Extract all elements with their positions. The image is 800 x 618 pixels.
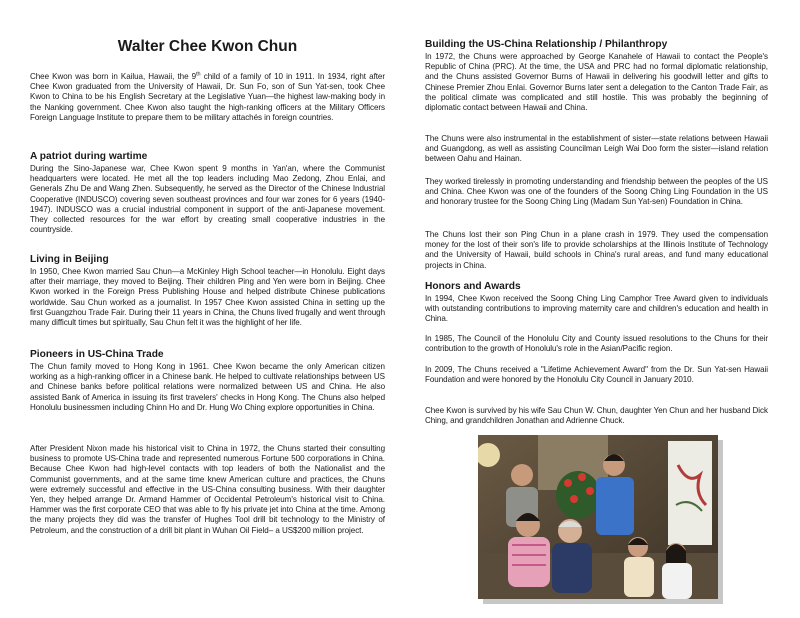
- paragraph-honors-2: In 1985, The Council of the Honolulu City and County issued resolutions to the Chuns for their contribution to the growth of Honolulu's role in the Asian/Pacific region.: [425, 334, 768, 354]
- paragraph-honors-4: Chee Kwon is survived by his wife Sau Chun W. Chun, daughter Yen Chun and her husband Dick Ching, and grandchildren Jonathan and Adrienne Chuck.: [425, 406, 768, 426]
- intro-text-start: Chee Kwon was born in Kailua, Hawaii, the 9: [30, 72, 197, 81]
- intro-text-rest: child of a family of 10 in 1911. In 1934, right after Chee Kwon graduated from the University of Hawaii, Dr. Sun Fo, son of Sun Yat-sen, took Chee Kwon to China to be his English Secretary at the Legislative Yuan—the highest law-making body in the Nanking government. Chee Kwon also taught the high-ranking officers at the Military Officers Foreign Language Institute to prepare them to be military attachés in foreign countries.: [30, 72, 385, 122]
- heading-patriot: A patriot during wartime: [30, 151, 148, 162]
- family-photo: [478, 435, 718, 599]
- ordinal-suffix: th: [196, 71, 201, 78]
- heading-beijing: Living in Beijing: [30, 254, 109, 265]
- page-title: Walter Chee Kwon Chun: [117, 38, 298, 55]
- paragraph-trade-1: The Chun family moved to Hong Kong in 1961. Chee Kwon became the only American citizen working as a high-ranking officer in a Chinese bank. He helped to cultivate relationships between US and Chinese banks before political relations were normalized between US and China. He also assisted Bank of America in issuing its first travelers' checks in Hong Kong. The Chuns also helped Honolulu businessmen including Chinn Ho and Dr. Hung Wo Ching explore opportunities in China.: [30, 362, 385, 412]
- paragraph-beijing: In 1950, Chee Kwon married Sau Chun—a McKinley High School teacher—in Honolulu. Eight days after their marriage, they moved to Beijing. Their children Ping and Yen were born in Beijing. Chee Kwon worked in the Foreign Press Publishing House and helped distribute Chinese publications worldwide. Sau Chun worked as a journalist. In 1957 Chee Kwon assisted China in setting up the first Guangzhou Trade Fair. During their 11 years in China, the Chuns lived frugally and went through many difficult times but spiritually, Sau Chun felt it was the highlight of her life.: [30, 267, 385, 328]
- intro-paragraph: [30, 72, 385, 123]
- paragraph-relationship-3: They worked tirelessly in promoting understanding and friendship between the peoples of the US and China. Chee Kwon was one of the founders of the Soong Ching Ling Foundation in the US and honorary trustee for the Soong Ching Ling (Madam Sun Yat-sen) Foundation in China.: [425, 177, 768, 207]
- paragraph-honors-1: In 1994, Chee Kwon received the Soong Ching Ling Camphor Tree Award given to individuals with outstanding contributions to improving maternity care and children's education and health in China.: [425, 294, 768, 324]
- heading-relationship: Building the US-China Relationship / Philanthropy: [425, 39, 668, 50]
- heading-trade: Pioneers in US-China Trade: [30, 349, 164, 360]
- heading-honors: Honors and Awards: [425, 281, 521, 292]
- paragraph-trade-2: After President Nixon made his historical visit to China in 1972, the Chuns started their consulting business to promote US-China trade and represented numerous Fortune 500 corporations in China. Because Chee Kwon had high-level contacts with top leaders of both the Nationalist and the Communist governments, and at the same time knew American culture and practices, the Chuns were extremely successful and effective in the US-China consulting business. With their daughter Yen, they helped arrange Dr. Armand Hammer of Occidental Petroleum's historical visit to China. Hammer was the first corporate CEO that was able to fly his private jet into China at the time. Among the many projects they did was the transfer of Hughes Tool drill bit technology to the Ministry of Petroleum, and the construction of a drill bit plant in Wuhan Oil Field– a US$200 million project.: [30, 444, 385, 535]
- paragraph-honors-3: In 2009, The Chuns received a "Lifetime Achievement Award" from the Dr. Sun Yat-sen Hawaii Foundation and were honored by the Honolulu City Council in January 2010.: [425, 365, 768, 385]
- paragraph-relationship-1: In 1972, the Chuns were approached by George Kanahele of Hawaii to contact the People's Republic of China (PRC). At the time, the USA and PRC had no formal diplomatic relationship, and the Chuns assisted Governor Burns of Hawaii in delivering his goodwill letter and gifts to Chinese Premier Zhou Enlai. Governor Burns later sent a delegation to the Canton Trade Fair, as the political climate was complicated and still hostile. This was probably the beginning of diplomatic contact between Hawaii and China.: [425, 52, 768, 113]
- paragraph-relationship-4: The Chuns lost their son Ping Chun in a plane crash in 1979. They used the compensation money for the lost of their son's life to provide scholarships at the Illinois Institute of Technology and the University of Hawaii, build schools in China's rural areas, and fund many educational projects in China.: [425, 230, 768, 270]
- paragraph-patriot: During the Sino-Japanese war, Chee Kwon spent 9 months in Yan'an, where the Communist headquarters were located. He met all the top leaders including Mao Zedong, Zhou Enlai, and Generals Zhu De and Wang Zhen. Subsequently, he served as the Director of the Chinese Industrial Cooperative (INDUSCO) covering seven southeast provinces and four war zones for 6 years (1940-1947). INDUSCO was a crucial industrial component in support of the anti-Japanese movement. They collected resources for the war effort by creating small cooperative industries in the countryside.: [30, 164, 385, 235]
- paragraph-relationship-2: The Chuns were also instrumental in the establishment of sister—state relations between Hawaii and Guangdong, as well as assisting Councilman Leigh Wai Doo form the sister—island relation between Oahu and Hainan.: [425, 134, 768, 164]
